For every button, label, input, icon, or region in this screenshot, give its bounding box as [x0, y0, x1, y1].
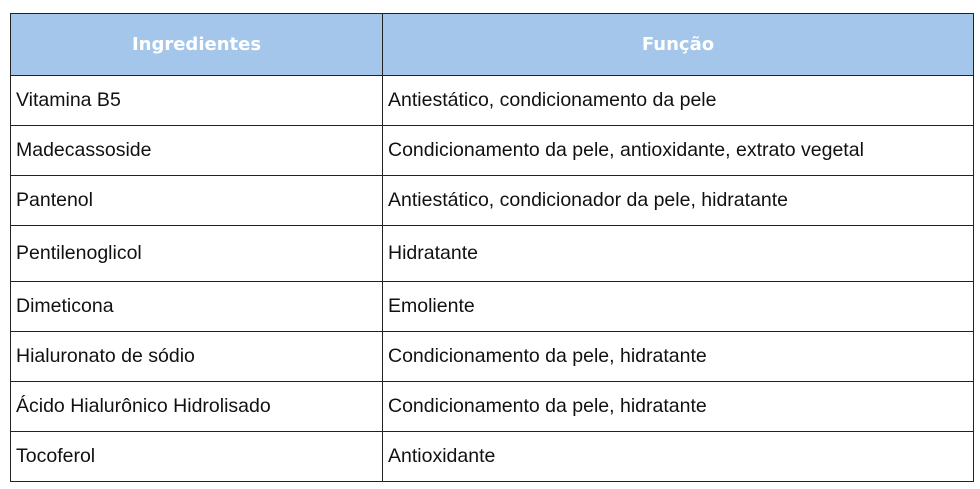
function-cell: Condicionamento da pele, hidratante	[383, 382, 974, 432]
table-row	[11, 226, 974, 282]
column-header-ingredients: Ingredientes	[11, 14, 383, 76]
ingredient-cell: Pentilenoglicol	[11, 226, 383, 282]
function-cell: Antiestático, condicionador da pele, hidratante	[383, 176, 974, 226]
function-cell: Antioxidante	[383, 432, 974, 482]
column-header-function: Função	[383, 14, 974, 76]
function-cell: Hidratante	[383, 226, 974, 282]
table-row	[11, 432, 974, 482]
ingredient-cell: Tocoferol	[11, 432, 383, 482]
ingredient-cell: Dimeticona	[11, 282, 383, 332]
function-cell: Condicionamento da pele, hidratante	[383, 332, 974, 382]
ingredient-cell: Vitamina B5	[11, 76, 383, 126]
table-row	[11, 382, 974, 432]
ingredients-table	[10, 13, 974, 482]
ingredient-cell: Pantenol	[11, 176, 383, 226]
function-cell: Condicionamento da pele, antioxidante, extrato vegetal	[383, 126, 974, 176]
function-cell: Antiestático, condicionamento da pele	[383, 76, 974, 126]
table-row	[11, 332, 974, 382]
table-header-row	[11, 14, 974, 76]
ingredient-cell: Ácido Hialurônico Hidrolisado	[11, 382, 383, 432]
ingredient-cell: Hialuronato de sódio	[11, 332, 383, 382]
function-cell: Emoliente	[383, 282, 974, 332]
table-row	[11, 126, 974, 176]
table-row	[11, 176, 974, 226]
ingredient-cell: Madecassoside	[11, 126, 383, 176]
table-row	[11, 76, 974, 126]
table-row	[11, 282, 974, 332]
